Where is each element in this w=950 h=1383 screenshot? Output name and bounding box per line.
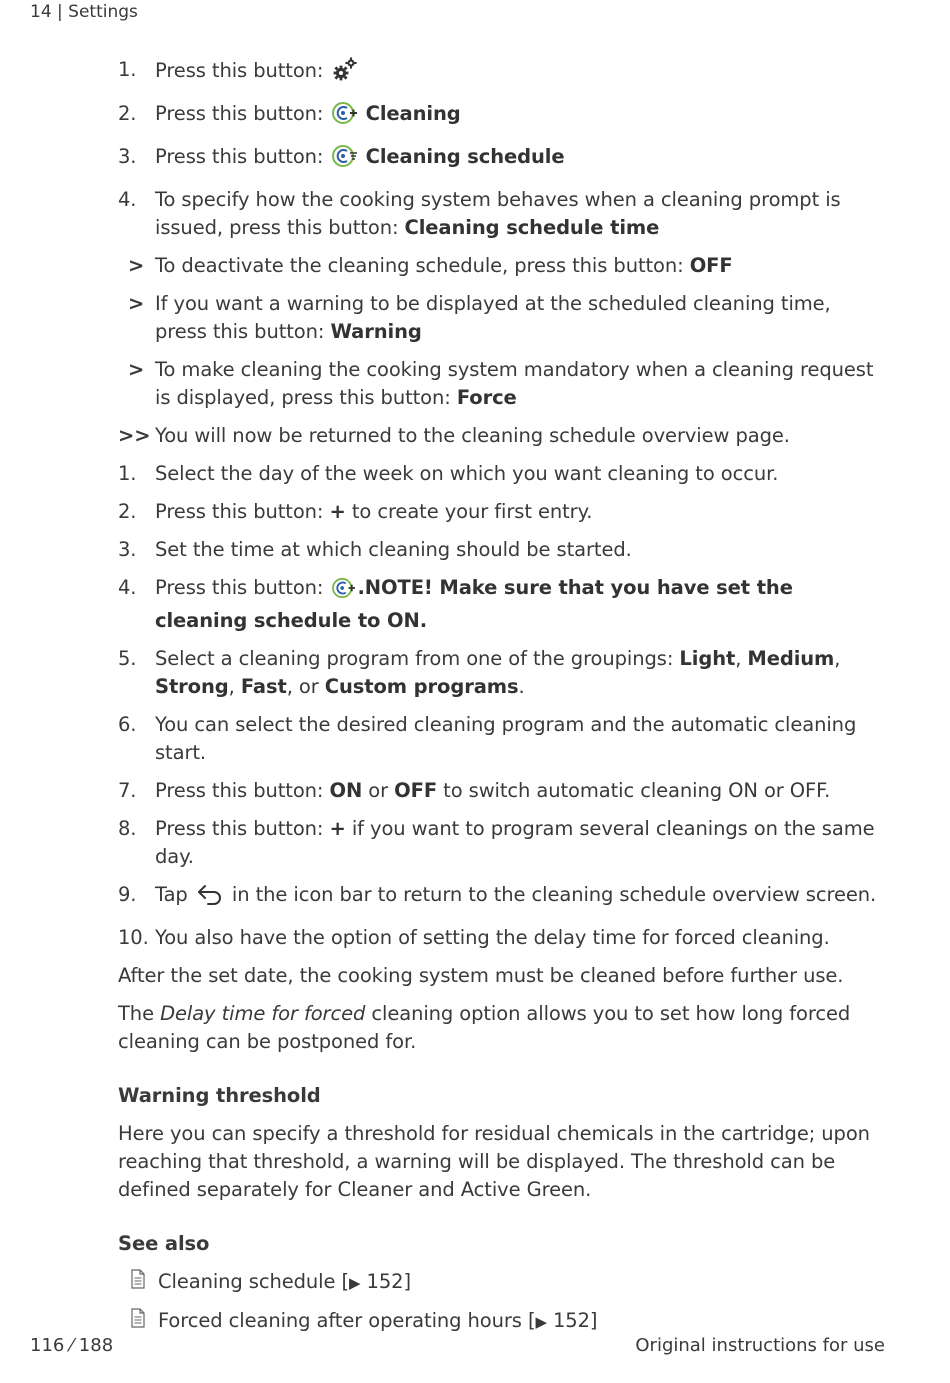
step-text: Press this button: xyxy=(155,145,330,168)
section-heading: Warning threshold xyxy=(118,1084,321,1107)
step-text: to create your first entry. xyxy=(345,500,593,523)
option-bold: Force xyxy=(456,386,517,409)
step-item xyxy=(118,536,888,564)
option-text: To make cleaning the cooking system mandatory when a cleaning request is displayed, press this button: xyxy=(155,358,874,409)
step-item xyxy=(118,777,888,805)
step-item xyxy=(118,645,888,701)
step-number: 9. xyxy=(118,883,137,906)
step-item xyxy=(118,498,888,526)
group-fast: Fast xyxy=(240,675,287,698)
step-number: 3. xyxy=(118,538,137,561)
step-item xyxy=(118,100,888,133)
step-item xyxy=(118,574,888,635)
paragraph: After the set date, the cooking system must be cleaned before further use. xyxy=(118,964,844,987)
step-text: Tap xyxy=(155,883,194,906)
page-number: 116 ⁄ 188 xyxy=(30,1335,114,1356)
group-light: Light xyxy=(679,647,736,670)
step-number: 3. xyxy=(118,145,137,168)
option-text: To deactivate the cleaning schedule, press this button: xyxy=(155,254,690,277)
step-number: 8. xyxy=(118,817,137,840)
separator: , or xyxy=(286,675,325,698)
separator: , xyxy=(228,675,241,698)
see-also-link[interactable] xyxy=(118,1268,888,1297)
plus-label: + xyxy=(329,817,346,840)
separator: , xyxy=(834,647,841,670)
step-text: or xyxy=(362,779,395,802)
group-custom: Custom programs xyxy=(324,675,519,698)
group-strong: Strong xyxy=(155,675,229,698)
result-item xyxy=(118,422,888,450)
result-marker: >> xyxy=(118,424,151,447)
option-name: Delay time for forced xyxy=(160,1002,366,1025)
step-item xyxy=(118,186,888,242)
step-text: Select a cleaning program from one of the groupings: xyxy=(155,647,680,670)
link-label[interactable]: Forced cleaning after operating hours [ xyxy=(158,1309,536,1332)
step-number: 4. xyxy=(118,576,137,599)
step-text: if you want to program several cleanings on the same day. xyxy=(155,817,875,868)
step-text: Set the time at which cleaning should be started. xyxy=(155,538,632,561)
back-arrow-icon xyxy=(196,882,224,914)
link-page[interactable]: 152] xyxy=(360,1270,411,1293)
step-text: to switch automatic cleaning ON or OFF. xyxy=(437,779,831,802)
paragraph-text: cleaning option allows you to set how long forced cleaning can be postponed for. xyxy=(118,1002,851,1053)
result-text: You will now be returned to the cleaning schedule overview page. xyxy=(155,424,790,447)
step-number: 1. xyxy=(118,462,137,485)
step-text: Press this button: xyxy=(155,576,330,599)
cleaning-plus-icon xyxy=(332,101,358,133)
step-text: Press this button: xyxy=(155,59,330,82)
step-number: 4. xyxy=(118,188,137,211)
option-text: If you want a warning to be displayed at the scheduled cleaning time, press this button: xyxy=(155,292,831,343)
step-bold: Cleaning schedule time xyxy=(404,216,660,239)
step-text: You also have the option of setting the delay time for forced cleaning. xyxy=(155,926,830,949)
paragraph xyxy=(118,1000,888,1056)
document-title: Original instructions for use xyxy=(635,1335,885,1356)
off-label: OFF xyxy=(394,779,438,802)
step-item xyxy=(118,881,888,914)
cleaning-plus-icon xyxy=(332,577,356,607)
separator: , xyxy=(735,647,748,670)
step-item xyxy=(118,815,888,871)
step-item xyxy=(118,460,888,488)
paragraph-text: The xyxy=(118,1002,161,1025)
step-text: Press this button: xyxy=(155,779,330,802)
arrow-icon: ▶ xyxy=(349,1274,361,1292)
cleaning-schedule-icon xyxy=(332,144,358,176)
option-marker: > xyxy=(128,292,145,315)
step-text: Press this button: xyxy=(155,500,330,523)
on-label: ON xyxy=(329,779,363,802)
document-icon xyxy=(130,1269,158,1297)
option-bold: OFF xyxy=(689,254,733,277)
gear-settings-icon xyxy=(332,56,358,90)
step-text: Select the day of the week on which you want cleaning to occur. xyxy=(155,462,779,485)
step-bold: Cleaning xyxy=(365,102,461,125)
see-also-link[interactable] xyxy=(118,1307,888,1336)
paragraph: Here you can specify a threshold for residual chemicals in the cartridge; upon reaching that threshold, a warning will be displayed. The threshold can be defined separately for Cleaner and Active Green. xyxy=(118,1122,870,1201)
step-number: 10. xyxy=(118,926,149,949)
step-text: To specify how the cooking system behaves when a cleaning prompt is issued, press this button: xyxy=(155,188,841,239)
step-text: Press this button: xyxy=(155,817,330,840)
document-icon xyxy=(130,1308,158,1336)
option-item xyxy=(118,290,888,346)
link-label[interactable]: Cleaning schedule [ xyxy=(158,1270,349,1293)
group-medium: Medium xyxy=(747,647,835,670)
step-number: 2. xyxy=(118,500,137,523)
page-content xyxy=(118,56,888,1346)
step-text: Press this button: xyxy=(155,102,330,125)
option-bold: Warning xyxy=(330,320,422,343)
see-also-heading: See also xyxy=(118,1232,210,1255)
page-header: 14 | Settings xyxy=(30,2,138,22)
step-item xyxy=(118,711,888,767)
step-number: 6. xyxy=(118,713,137,736)
option-marker: > xyxy=(128,358,145,381)
note-text: .NOTE! Make sure that you have set the cleaning schedule to ON. xyxy=(155,576,793,632)
step-number: 5. xyxy=(118,647,137,670)
step-text: You can select the desired cleaning program and the automatic cleaning start. xyxy=(155,713,857,764)
step-item xyxy=(118,56,888,90)
step-number: 2. xyxy=(118,102,137,125)
step-item xyxy=(118,143,888,176)
step-item xyxy=(118,924,888,952)
plus-label: + xyxy=(329,500,346,523)
option-marker: > xyxy=(128,254,145,277)
step-number: 7. xyxy=(118,779,137,802)
link-page[interactable]: 152] xyxy=(546,1309,598,1332)
option-item xyxy=(118,356,888,412)
option-item xyxy=(118,252,888,280)
period: . xyxy=(518,675,525,698)
step-number: 1. xyxy=(118,58,137,81)
arrow-icon: ▶ xyxy=(535,1313,547,1331)
step-bold: Cleaning schedule xyxy=(365,145,565,168)
step-text: in the icon bar to return to the cleaning schedule overview screen. xyxy=(225,883,877,906)
